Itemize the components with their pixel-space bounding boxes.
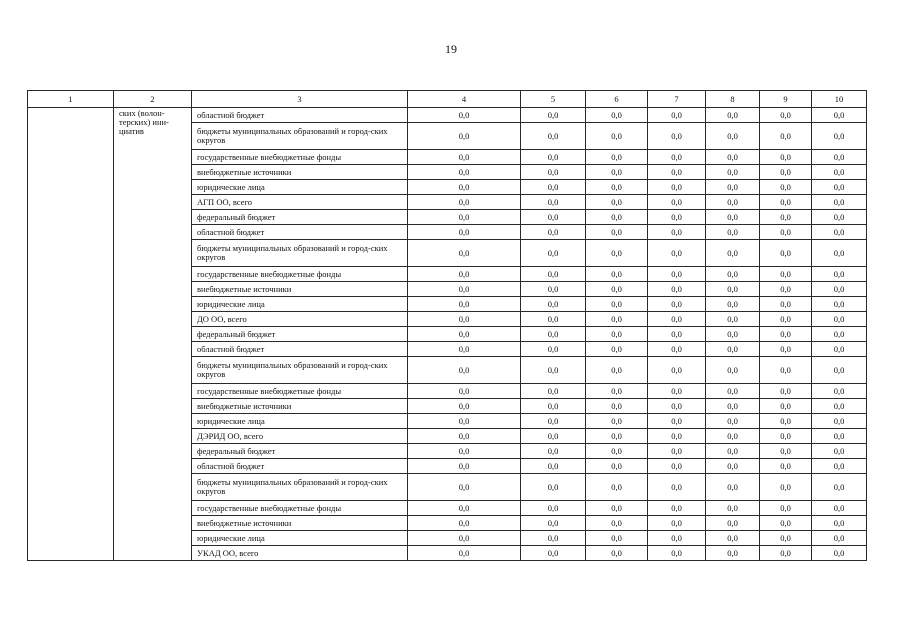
value-cell: 0,0 [706,501,760,516]
column-header-5: 5 [521,91,586,108]
value-cell: 0,0 [521,210,586,225]
value-cell: 0,0 [648,429,706,444]
source-label: УКАД ОО, всего [192,546,408,561]
value-cell: 0,0 [812,414,867,429]
value-cell: 0,0 [812,165,867,180]
value-cell: 0,0 [760,357,812,384]
value-cell: 0,0 [408,546,521,561]
value-cell: 0,0 [408,180,521,195]
value-cell: 0,0 [586,546,648,561]
column-header-3: 3 [192,91,408,108]
value-cell: 0,0 [812,357,867,384]
value-cell: 0,0 [648,312,706,327]
value-cell: 0,0 [408,474,521,501]
value-cell: 0,0 [586,225,648,240]
value-cell: 0,0 [706,312,760,327]
value-cell: 0,0 [408,327,521,342]
value-cell: 0,0 [706,429,760,444]
value-cell: 0,0 [521,516,586,531]
column-header-8: 8 [706,91,760,108]
value-cell: 0,0 [648,546,706,561]
value-cell: 0,0 [760,531,812,546]
value-cell: 0,0 [648,150,706,165]
value-cell: 0,0 [760,282,812,297]
value-cell: 0,0 [521,546,586,561]
value-cell: 0,0 [408,501,521,516]
source-label: юридические лица [192,414,408,429]
value-cell: 0,0 [648,342,706,357]
column-header-9: 9 [760,91,812,108]
source-label: областной бюджет [192,459,408,474]
value-cell: 0,0 [586,240,648,267]
value-cell: 0,0 [812,180,867,195]
value-cell: 0,0 [521,165,586,180]
value-cell: 0,0 [760,384,812,399]
value-cell: 0,0 [408,123,521,150]
value-cell: 0,0 [521,474,586,501]
source-label: внебюджетные источники [192,399,408,414]
source-label: бюджеты муниципальных образований и город-ских округов [192,474,408,501]
value-cell: 0,0 [586,357,648,384]
source-label: внебюджетные источники [192,516,408,531]
value-cell: 0,0 [408,165,521,180]
value-cell: 0,0 [706,342,760,357]
value-cell: 0,0 [648,474,706,501]
value-cell: 0,0 [521,357,586,384]
source-label: федеральный бюджет [192,327,408,342]
value-cell: 0,0 [706,123,760,150]
value-cell: 0,0 [521,342,586,357]
value-cell: 0,0 [706,459,760,474]
value-cell: 0,0 [648,195,706,210]
value-cell: 0,0 [408,429,521,444]
value-cell: 0,0 [586,414,648,429]
value-cell: 0,0 [760,546,812,561]
value-cell: 0,0 [648,384,706,399]
source-label: юридические лица [192,531,408,546]
column-header-1: 1 [28,91,114,108]
value-cell: 0,0 [521,195,586,210]
value-cell: 0,0 [812,210,867,225]
source-label: областной бюджет [192,342,408,357]
source-label: областной бюджет [192,225,408,240]
value-cell: 0,0 [586,444,648,459]
value-cell: 0,0 [812,399,867,414]
value-cell: 0,0 [521,297,586,312]
source-label: АГП ОО, всего [192,195,408,210]
value-cell: 0,0 [586,108,648,123]
value-cell: 0,0 [586,342,648,357]
value-cell: 0,0 [706,327,760,342]
value-cell: 0,0 [812,312,867,327]
value-cell: 0,0 [521,327,586,342]
value-cell: 0,0 [408,240,521,267]
value-cell: 0,0 [812,501,867,516]
value-cell: 0,0 [760,474,812,501]
value-cell: 0,0 [408,384,521,399]
value-cell: 0,0 [521,123,586,150]
value-cell: 0,0 [648,123,706,150]
column-header-7: 7 [648,91,706,108]
value-cell: 0,0 [706,297,760,312]
value-cell: 0,0 [586,180,648,195]
value-cell: 0,0 [586,327,648,342]
source-label: юридические лица [192,297,408,312]
value-cell: 0,0 [812,531,867,546]
value-cell: 0,0 [706,384,760,399]
value-cell: 0,0 [521,150,586,165]
value-cell: 0,0 [812,429,867,444]
value-cell: 0,0 [521,240,586,267]
value-cell: 0,0 [586,501,648,516]
value-cell: 0,0 [408,531,521,546]
value-cell: 0,0 [760,150,812,165]
value-cell: 0,0 [760,516,812,531]
value-cell: 0,0 [812,384,867,399]
value-cell: 0,0 [408,195,521,210]
value-cell: 0,0 [812,297,867,312]
table-header-row [28,91,867,108]
value-cell: 0,0 [586,459,648,474]
value-cell: 0,0 [408,516,521,531]
value-cell: 0,0 [648,267,706,282]
value-cell: 0,0 [408,150,521,165]
source-label: внебюджетные источники [192,282,408,297]
value-cell: 0,0 [760,210,812,225]
value-cell: 0,0 [586,384,648,399]
value-cell: 0,0 [812,282,867,297]
source-label: бюджеты муниципальных образований и город-ских округов [192,240,408,267]
value-cell: 0,0 [706,180,760,195]
value-cell: 0,0 [408,399,521,414]
source-label: государственные внебюджетные фонды [192,267,408,282]
value-cell: 0,0 [648,516,706,531]
source-label: государственные внебюджетные фонды [192,384,408,399]
value-cell: 0,0 [648,240,706,267]
value-cell: 0,0 [706,399,760,414]
value-cell: 0,0 [648,357,706,384]
value-cell: 0,0 [586,210,648,225]
source-label: бюджеты муниципальных образований и город-ских округов [192,357,408,384]
value-cell: 0,0 [706,474,760,501]
value-cell: 0,0 [408,210,521,225]
value-cell: 0,0 [760,240,812,267]
value-cell: 0,0 [812,267,867,282]
table-row [28,108,867,123]
value-cell: 0,0 [521,225,586,240]
value-cell: 0,0 [812,150,867,165]
value-cell: 0,0 [760,312,812,327]
value-cell: 0,0 [812,459,867,474]
value-cell: 0,0 [521,414,586,429]
source-label: бюджеты муниципальных образований и город-ских округов [192,123,408,150]
value-cell: 0,0 [586,399,648,414]
value-cell: 0,0 [408,414,521,429]
value-cell: 0,0 [648,414,706,429]
value-cell: 0,0 [706,546,760,561]
value-cell: 0,0 [408,357,521,384]
value-cell: 0,0 [521,108,586,123]
value-cell: 0,0 [408,108,521,123]
budget-table [27,90,867,561]
value-cell: 0,0 [760,501,812,516]
column-1-cell [28,108,114,561]
value-cell: 0,0 [760,195,812,210]
column-header-6: 6 [586,91,648,108]
value-cell: 0,0 [521,531,586,546]
value-cell: 0,0 [521,459,586,474]
value-cell: 0,0 [812,342,867,357]
source-label: ДО ОО, всего [192,312,408,327]
value-cell: 0,0 [408,267,521,282]
value-cell: 0,0 [521,384,586,399]
value-cell: 0,0 [648,444,706,459]
value-cell: 0,0 [648,225,706,240]
value-cell: 0,0 [648,399,706,414]
value-cell: 0,0 [706,444,760,459]
value-cell: 0,0 [408,342,521,357]
value-cell: 0,0 [706,414,760,429]
value-cell: 0,0 [706,240,760,267]
value-cell: 0,0 [760,414,812,429]
table-body [28,108,867,561]
value-cell: 0,0 [760,459,812,474]
value-cell: 0,0 [648,108,706,123]
page-number: 19 [445,42,457,56]
source-label: федеральный бюджет [192,210,408,225]
value-cell: 0,0 [760,399,812,414]
source-label: государственные внебюджетные фонды [192,501,408,516]
value-cell: 0,0 [760,267,812,282]
value-cell: 0,0 [521,399,586,414]
value-cell: 0,0 [760,180,812,195]
value-cell: 0,0 [408,444,521,459]
value-cell: 0,0 [586,165,648,180]
value-cell: 0,0 [812,123,867,150]
value-cell: 0,0 [586,531,648,546]
column-header-2: 2 [114,91,192,108]
value-cell: 0,0 [521,312,586,327]
value-cell: 0,0 [586,282,648,297]
value-cell: 0,0 [760,342,812,357]
value-cell: 0,0 [706,225,760,240]
value-cell: 0,0 [706,108,760,123]
value-cell: 0,0 [521,282,586,297]
value-cell: 0,0 [521,267,586,282]
column-header-10: 10 [812,91,867,108]
value-cell: 0,0 [408,459,521,474]
value-cell: 0,0 [648,531,706,546]
value-cell: 0,0 [648,327,706,342]
source-label: областной бюджет [192,108,408,123]
value-cell: 0,0 [586,516,648,531]
value-cell: 0,0 [586,297,648,312]
value-cell: 0,0 [648,210,706,225]
value-cell: 0,0 [648,297,706,312]
value-cell: 0,0 [760,165,812,180]
value-cell: 0,0 [706,267,760,282]
value-cell: 0,0 [760,429,812,444]
value-cell: 0,0 [408,312,521,327]
value-cell: 0,0 [812,108,867,123]
value-cell: 0,0 [648,501,706,516]
value-cell: 0,0 [586,312,648,327]
value-cell: 0,0 [760,297,812,312]
value-cell: 0,0 [760,225,812,240]
value-cell: 0,0 [521,501,586,516]
value-cell: 0,0 [706,210,760,225]
value-cell: 0,0 [706,516,760,531]
value-cell: 0,0 [706,195,760,210]
value-cell: 0,0 [586,123,648,150]
value-cell: 0,0 [586,429,648,444]
value-cell: 0,0 [706,357,760,384]
value-cell: 0,0 [648,459,706,474]
value-cell: 0,0 [760,327,812,342]
source-label: государственные внебюджетные фонды [192,150,408,165]
value-cell: 0,0 [521,429,586,444]
value-cell: 0,0 [408,282,521,297]
value-cell: 0,0 [812,546,867,561]
column-header-4: 4 [408,91,521,108]
source-label: ДЭРИД ОО, всего [192,429,408,444]
value-cell: 0,0 [586,195,648,210]
value-cell: 0,0 [521,180,586,195]
value-cell: 0,0 [812,195,867,210]
value-cell: 0,0 [586,474,648,501]
source-label: внебюджетные источники [192,165,408,180]
value-cell: 0,0 [586,150,648,165]
value-cell: 0,0 [812,516,867,531]
value-cell: 0,0 [706,531,760,546]
value-cell: 0,0 [648,180,706,195]
value-cell: 0,0 [760,444,812,459]
value-cell: 0,0 [812,225,867,240]
value-cell: 0,0 [760,123,812,150]
value-cell: 0,0 [408,225,521,240]
value-cell: 0,0 [812,327,867,342]
value-cell: 0,0 [648,282,706,297]
value-cell: 0,0 [812,444,867,459]
value-cell: 0,0 [812,474,867,501]
value-cell: 0,0 [408,297,521,312]
source-label: федеральный бюджет [192,444,408,459]
value-cell: 0,0 [706,150,760,165]
value-cell: 0,0 [648,165,706,180]
value-cell: 0,0 [706,165,760,180]
value-cell: 0,0 [760,108,812,123]
value-cell: 0,0 [586,267,648,282]
value-cell: 0,0 [812,240,867,267]
value-cell: 0,0 [706,282,760,297]
source-label: юридические лица [192,180,408,195]
value-cell: 0,0 [521,444,586,459]
section-name-cell: ских (волон-терских) ини-циатив [114,108,192,561]
